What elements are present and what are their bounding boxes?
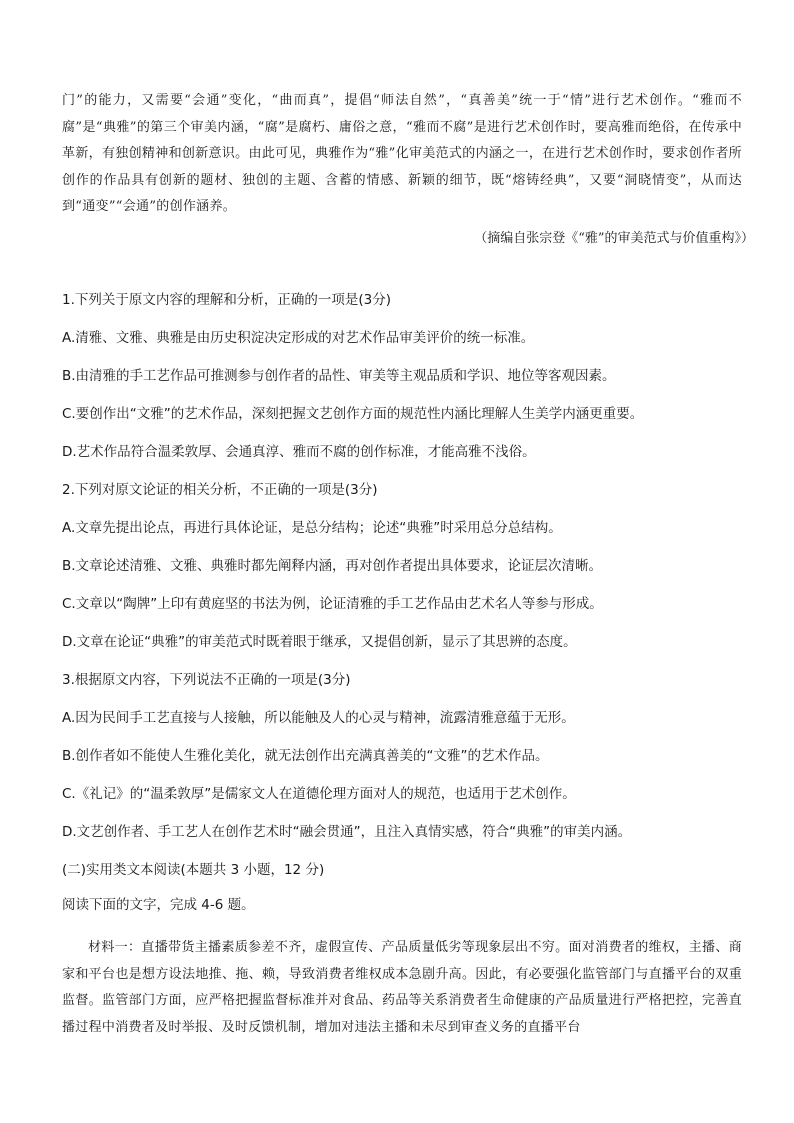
question-3-option-c: C.《礼记》的“温柔敦厚”是儒家文人在道德伦理方面对人的规范，也适用于艺术创作。 [62,786,576,802]
question-3-option-b: B.创作者如不能使人生雅化美化，就无法创作出充满真善美的“文雅”的艺术作品。 [62,748,549,764]
section-heading: (二)实用类文本阅读(本题共 3 小题，12 分) [62,862,325,878]
material-one-paragraph: 材料一：直播带货主播素质参差不齐，虚假宣传、产品质量低劣等现象层出不穷。面对消费者的维权，主播、商家和平台也是想方设法地推、拖、赖，导致消费者维权成本急剧升高。因此，有必要强化监管部门与直播平台的双重监督。监管部门方面，应严格把握监督标准并对食品、药品等关系消费者生命健康的产品质量进行严格把控，完善直播过程中消费者及时举报、及时反馈机制，增加对违法主播和未尽到审查义务的直播平台 [62,940,742,1035]
question-3-option-a: A.因为民间手工艺直接与人接触，所以能触及人的心灵与精神，流露清雅意蕴于无形。 [62,710,575,726]
question-3-option-d: D.文艺创作者、手工艺人在创作艺术时“融会贯通”，且注入真情实感，符合“典雅”的审美内涵。 [62,824,632,840]
question-2-option-c: C.文章以“陶牌”上印有黄庭坚的书法为例，论证清雅的手工艺作品由艺术名人等参与形成。 [62,596,603,612]
question-3-stem: 3.根据原文内容，下列说法不正确的一项是(3分) [62,672,351,688]
question-1-option-d: D.艺术作品符合温柔敦厚、会通真淳、雅而不腐的创作标准，才能高雅不浅俗。 [62,444,536,460]
section-instruction: 阅读下面的文字，完成 4-6 题。 [62,897,255,913]
question-1-stem: 1.下列关于原文内容的理解和分析，正确的一项是(3分) [62,292,392,308]
question-1-option-a: A.清雅、文雅、典雅是由历史积淀决定形成的对艺术作品审美评价的统一标准。 [62,330,535,346]
question-2-option-a: A.文章先提出论点，再进行具体论证，是总分结构；论述“典雅”时采用总分总结构。 [62,520,562,536]
question-1-option-c: C.要创作出“文雅”的艺术作品，深刻把握文艺创作方面的规范性内涵比理解人生美学内涵更重要。 [62,406,644,422]
question-1-option-b: B.由清雅的手工艺作品可推测参与创作者的品性、审美等主观品质和学识、地位等客观因素。 [62,368,616,384]
passage-paragraph: 门”的能力，又需要“会通”变化，“曲而真”，提倡“师法自然”，“真善美”统一于“情”进行艺术创作。“雅而不腐”是“典雅”的第三个审美内涵，“腐”是腐朽、庸俗之意，“雅而不腐”是进行艺术创作时，要高雅而绝俗，在传承中革新，有独创精神和创新意识。由此可见，典雅作为“雅”化审美范式的内涵之一，在进行艺术创作时，要求创作者所创作的作品具有创新的题材、独创的主题、含蓄的情感、新颖的细节，既“熔铸经典”，又要“洞晓情变”，从而达到“通变”“会通”的创作涵养。 [62,93,742,214]
question-2-option-b: B.文章论述清雅、文雅、典雅时都先阐释内涵，再对创作者提出具体要求，论证层次清晰。 [62,558,603,574]
source-citation: （摘编自张宗登《“雅”的审美范式与价值重构》） [474,231,754,246]
question-2-stem: 2.下列对原文论证的相关分析，不正确的一项是(3分) [62,482,378,498]
question-2-option-d: D.文章在论证“典雅”的审美范式时既着眼于继承，又提倡创新，显示了其思辨的态度。 [62,634,577,650]
